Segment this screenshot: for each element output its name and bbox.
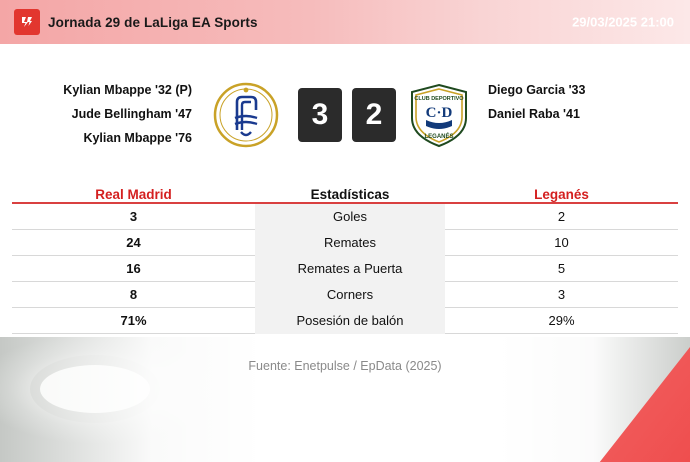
- table-row: [12, 256, 678, 282]
- svg-text:CLUB DEPORTIVO: CLUB DEPORTIVO: [414, 96, 464, 102]
- list-item: Daniel Raba '41: [488, 107, 580, 121]
- home-value: 16: [126, 261, 141, 276]
- list-item: Jude Bellingham '47: [71, 107, 192, 121]
- svg-text:C·D: C·D: [425, 105, 453, 121]
- stats-table: [12, 178, 678, 334]
- header-bar: [0, 0, 690, 44]
- svg-text:LEGANÉS: LEGANÉS: [424, 134, 454, 140]
- stat-label: Corners: [255, 282, 445, 308]
- list-item: Kylian Mbappe '76: [83, 131, 192, 145]
- home-value: 3: [129, 209, 138, 224]
- stat-label: Remates: [255, 230, 445, 256]
- home-score: 3: [298, 88, 342, 142]
- stat-label: Remates a Puerta: [255, 256, 445, 282]
- column-header-home-team: Real Madrid: [95, 187, 172, 202]
- home-value: 24: [126, 235, 141, 250]
- table-row: [12, 308, 678, 334]
- away-value: 3: [557, 287, 566, 302]
- photo-white-overlay: [0, 337, 690, 462]
- table-row: [12, 230, 678, 256]
- away-score: 2: [352, 88, 396, 142]
- stat-label: Posesión de balón: [255, 308, 445, 334]
- stat-label: Goles: [255, 204, 445, 230]
- source-credit: Fuente: Enetpulse / EpData (2025): [248, 359, 442, 373]
- table-row: [12, 204, 678, 230]
- column-header-away-team: Leganés: [534, 187, 589, 202]
- stadium-photo-footer: [0, 337, 690, 462]
- away-value: 29%: [548, 313, 575, 328]
- epdata-logo-icon: [14, 9, 40, 35]
- header-title: Jornada 29 de LaLiga EA Sports: [48, 14, 258, 30]
- away-value: 10: [554, 235, 569, 250]
- away-value: 5: [557, 261, 566, 276]
- column-header-stat-label: Estadísticas: [310, 187, 390, 202]
- table-row: [12, 282, 678, 308]
- away-value: 2: [557, 209, 566, 224]
- header-datetime: 29/03/2025 21:00: [572, 14, 674, 30]
- home-value: 71%: [120, 313, 147, 328]
- list-item: Diego Garcia '33: [488, 83, 586, 97]
- home-scorers-list: [0, 78, 200, 150]
- away-scorers-list: [480, 78, 690, 126]
- list-item: Kylian Mbappe '32 (P): [63, 83, 192, 97]
- cd-leganes-crest-icon: [404, 80, 474, 150]
- home-value: 8: [129, 287, 138, 302]
- real-madrid-crest-icon: [211, 80, 281, 150]
- stats-table-header: [12, 178, 678, 204]
- scoreboard: [0, 44, 690, 166]
